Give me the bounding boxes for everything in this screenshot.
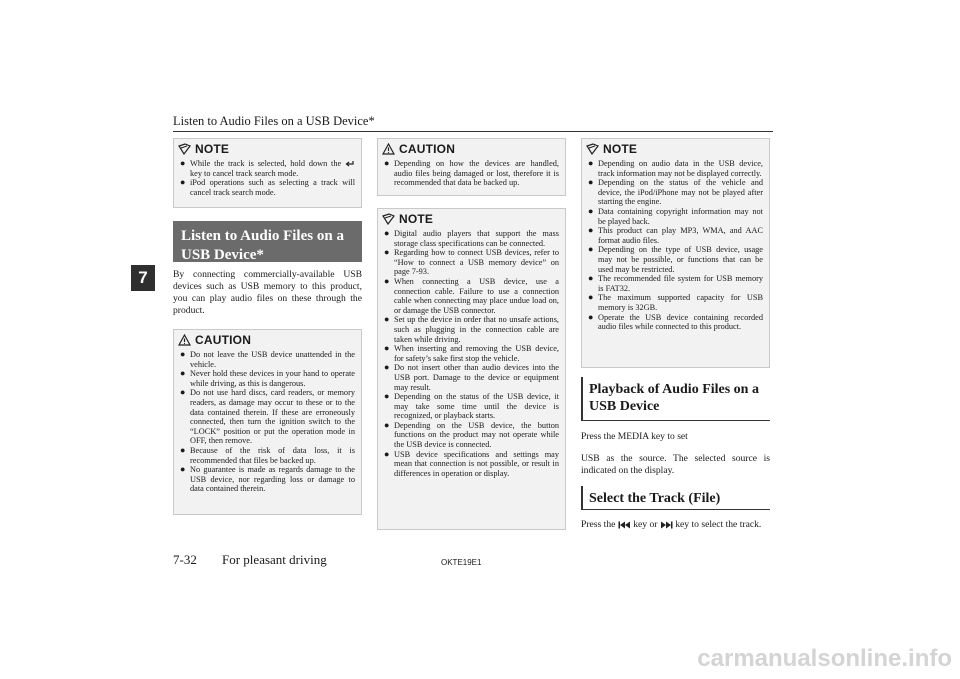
list-item: ● Depending on the type of USB device, usage may not be possible, or functions that can be used may be restricted. <box>588 244 763 274</box>
page-header-title: Listen to Audio Files on a USB Device* <box>173 114 375 128</box>
header-rule <box>173 131 773 132</box>
warning-icon <box>382 143 395 155</box>
section-title-select: Select the Track (File) <box>581 486 770 510</box>
caution-label: CAUTION <box>399 142 456 156</box>
note-label: NOTE <box>603 142 638 156</box>
section-title-playback: Playback of Audio Files on a USB Device <box>581 377 770 421</box>
list-item: ● The maximum supported capacity for USB memory is 32GB. <box>588 292 763 312</box>
skip-back-icon <box>618 521 631 529</box>
return-arrow-icon <box>345 160 355 168</box>
caution-header <box>378 139 565 157</box>
note-box <box>581 138 770 368</box>
list-item: ● This product can play MP3, WMA, and AAC format audio files. <box>588 225 763 245</box>
note-label: NOTE <box>399 212 434 226</box>
watermark: carmanualsonline.info <box>697 645 952 672</box>
list-item: ● Never hold these devices in your hand to operate while driving, as this is dangerous. <box>180 368 355 388</box>
note-icon <box>382 213 395 225</box>
caution-header <box>174 330 361 348</box>
warning-icon <box>178 334 191 346</box>
list-item: ● While the track is selected, hold down the key to cancel track search mode. <box>180 159 355 178</box>
column-left <box>173 138 362 515</box>
list-item: ● Depending on how the devices are handled, audio files being damaged or lost, therefore it is recommended that data be backed up. <box>384 158 559 188</box>
list-item: ● iPod operations such as selecting a track will cancel track search mode. <box>180 177 355 197</box>
list-item: ● USB device specifications and settings may mean that connection is not possible, or result in differences in operation or display. <box>384 448 559 478</box>
note-header <box>378 209 565 227</box>
note-icon <box>586 143 599 155</box>
footer-label: For pleasant driving <box>222 552 327 567</box>
list-item: ● Depending on the USB device, the button functions on the product may not operate while the USB device is connected. <box>384 419 559 450</box>
chapter-tab: 7 <box>131 265 155 291</box>
note-box <box>173 138 362 208</box>
document-code: OKTE19E1 <box>441 558 482 567</box>
note-icon <box>178 143 191 155</box>
list-item: ● Depending on the status of the vehicle and device, the iPod/iPhone may not be played after starting the engine. <box>588 177 763 207</box>
list-item: ● Digital audio players that support the mass storage class specifications can be connected. <box>384 228 559 248</box>
note-label: NOTE <box>195 142 230 156</box>
column-middle <box>377 138 566 530</box>
caution-label: CAUTION <box>195 333 252 347</box>
list-item: ● Because of the risk of data loss, it is recommended that files be backed up. <box>180 444 355 465</box>
list-item: ● Set up the device in order that no unsafe actions, such as plugging in the connection cable are taken while driving. <box>384 314 559 344</box>
section-title-listen: Listen to Audio Files on a USB Device* <box>173 221 362 262</box>
list-item: ● Depending on the status of the USB device, it may take some time until the device is recognized, or playback starts. <box>384 391 559 421</box>
note-header <box>582 139 769 157</box>
column-right <box>581 138 770 531</box>
list-item: ● No guarantee is made as regards damage to the USB device, nor regarding loss or damage to data contained therein. <box>180 464 355 494</box>
list-item: ● The recommended file system for USB memory is FAT32. <box>588 273 763 293</box>
caution-box <box>173 329 362 515</box>
select-paragraph: Press the key or key to select the track. <box>581 519 762 530</box>
list-item: ● When connecting a USB device, use a connection cable. Failure to use a connection cable when connecting may place undue load on, or damage the USB connector. <box>384 275 559 315</box>
playback-paragraph-2: USB as the source. The selected source is indicated on the display. <box>581 453 770 476</box>
list-item: ● Data containing copyright information may not be played back. <box>588 205 763 226</box>
note-header <box>174 139 361 157</box>
intro-paragraph: By connecting commercially-available USB devices such as USB memory to this product, you can play audio files on these through the product. <box>173 269 362 316</box>
list-item: ● Depending on audio data in the USB device, track information may not be displayed correctly. <box>588 158 763 178</box>
caution-box <box>377 138 566 196</box>
playback-paragraph-1: Press the MEDIA key to set <box>581 431 688 442</box>
list-item: ● Do not use hard discs, card readers, or memory readers, as damage may occur to these or to the data contained therein. If these are erroneously connected, then turn the ignition switch to the “LOCK” position or put the operation mode in OFF, then remove. <box>180 387 355 446</box>
skip-forward-icon <box>660 521 673 529</box>
list-item: ● Operate the USB device containing recorded audio files while connected to this product. <box>588 311 763 332</box>
list-item: ● Regarding how to connect USB devices, refer to “How to connect a USB memory device” on page 7-93. <box>384 247 559 277</box>
list-item: ● Do not leave the USB device unattended in the vehicle. <box>180 349 355 369</box>
page-number: 7-32 <box>173 552 197 567</box>
note-box <box>377 208 566 530</box>
list-item: ● When inserting and removing the USB device, for safety’s sake first stop the vehicle. <box>384 343 559 363</box>
list-item: ● Do not insert other than audio devices into the USB port. Damage to the device or equipment may result. <box>384 362 559 392</box>
